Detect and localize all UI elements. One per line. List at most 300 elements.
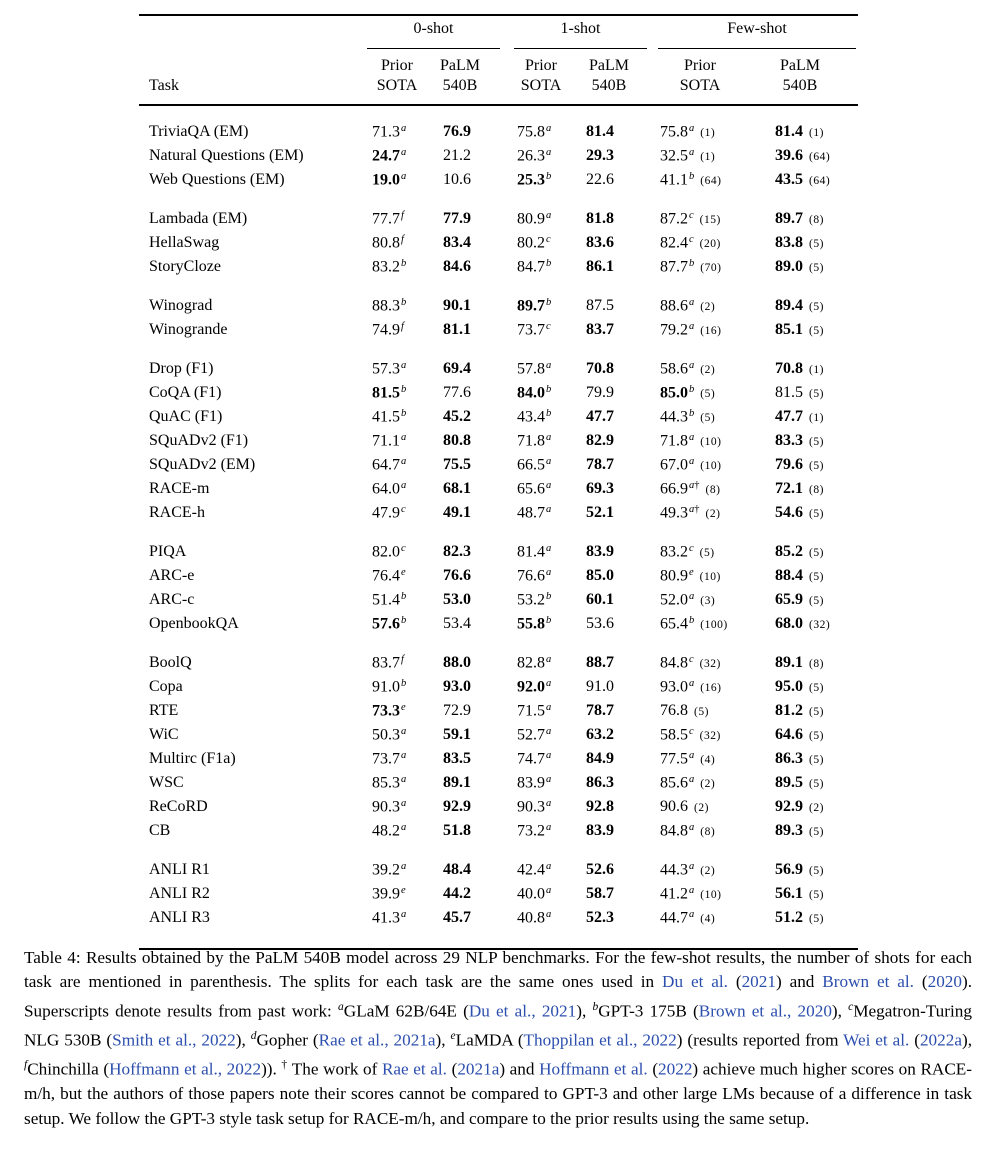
few-shot-prior-sota: 76.8 (5): [660, 701, 709, 719]
1-shot-palm-540b: 87.5: [586, 296, 614, 314]
shot-count: (5): [809, 435, 824, 448]
task-name: TriviaQA (EM): [149, 122, 249, 140]
shot-count: (5): [809, 459, 824, 472]
shot-count: (5): [700, 412, 716, 425]
task-name: Drop (F1): [149, 359, 214, 377]
citation-link[interactable]: Hoffmann et al., 2022: [109, 1059, 262, 1079]
superscript-marker: a: [338, 1000, 344, 1013]
superscript-marker: b: [546, 614, 552, 626]
table-row: [139, 477, 858, 501]
citation-link[interactable]: Rae et al.: [381, 1059, 447, 1079]
citation-link[interactable]: Brown et al.: [822, 972, 914, 992]
superscript-marker: b: [401, 614, 407, 626]
task-name: WiC: [149, 725, 179, 743]
shot-count: (5): [809, 300, 824, 313]
0-shot-prior-sota: 19.0$^a$: [372, 170, 407, 189]
shot-count: (5): [809, 387, 824, 400]
citation-link[interactable]: Wei et al.: [843, 1030, 910, 1050]
superscript-marker: a: [546, 566, 552, 578]
few-shot-prior-sota: 77.5$^a$ (4): [660, 749, 716, 768]
few-shot-palm-540b: 54.6 (5): [775, 503, 824, 521]
citation-link[interactable]: Du et al.: [662, 972, 728, 992]
0-shot-palm-540b: 44.2: [443, 884, 471, 902]
few-shot-prior-sota: 84.8$^c$ (32): [660, 653, 721, 672]
superscript-marker: b: [689, 383, 695, 395]
superscript-marker: a: [689, 146, 695, 158]
0-shot-prior-sota: 57.6$^b$: [372, 614, 407, 633]
superscript-marker: a: [546, 209, 552, 221]
task-name: WSC: [149, 773, 184, 791]
shot-count: (70): [700, 262, 722, 275]
1-shot-prior-sota: 43.4$^b$: [517, 407, 552, 426]
1-shot-palm-540b: 58.7: [586, 884, 614, 902]
shot-count: (5): [809, 825, 824, 838]
1-shot-prior-sota: 92.0$^a$: [517, 677, 552, 696]
few-shot-palm-540b: 89.4 (5): [775, 296, 824, 314]
superscript-marker: c: [689, 233, 694, 245]
0-shot-palm-540b: 76.9: [443, 122, 471, 140]
0-shot-prior-sota: 48.2$^a$: [372, 821, 407, 840]
cmidrule-few-shot: [658, 48, 856, 49]
task-name: ReCoRD: [149, 797, 208, 815]
0-shot-palm-540b: 21.2: [443, 146, 471, 164]
1-shot-palm-540b: 47.7: [586, 407, 614, 425]
0-shot-prior-sota: 82.0$^c$: [372, 542, 406, 561]
superscript-marker: a: [401, 146, 407, 158]
few-shot-prior-sota: 52.0$^a$ (3): [660, 590, 716, 609]
1-shot-palm-540b: 85.0: [586, 566, 614, 584]
shot-count: (64): [700, 175, 722, 188]
0-shot-prior-sota: 88.3$^b$: [372, 296, 407, 315]
few-shot-palm-540b: 79.6 (5): [775, 455, 824, 473]
superscript-marker: a: [689, 773, 695, 785]
citation-link[interactable]: 2021: [741, 972, 776, 992]
1-shot-prior-sota: 82.8$^a$: [517, 653, 552, 672]
few-shot-prior-sota: 93.0$^a$ (16): [660, 677, 722, 696]
citation-link[interactable]: Rae et al., 2021a: [318, 1030, 436, 1050]
superscript-marker: a: [401, 725, 407, 737]
few-shot-prior-sota: 84.8$^a$ (8): [660, 821, 716, 840]
task-name: RTE: [149, 701, 179, 719]
few-shot-palm-540b: 81.5 (5): [775, 383, 824, 401]
0-shot-prior-sota: 83.2$^b$: [372, 257, 407, 276]
1-shot-palm-540b: 52.6: [586, 860, 614, 878]
citation-link[interactable]: Brown et al., 2020: [698, 1001, 832, 1021]
few-shot-prior-sota: 58.5$^c$ (32): [660, 725, 721, 744]
1-shot-prior-sota: 65.6$^a$: [517, 479, 552, 498]
few-shot-prior-sota: 83.2$^c$ (5): [660, 542, 715, 561]
table-row: [139, 795, 858, 819]
shot-count: (2): [700, 364, 716, 377]
0-shot-palm-540b: 77.6: [443, 383, 471, 401]
superscript-marker: a: [401, 122, 407, 134]
table-row: [139, 207, 858, 231]
0-shot-palm-540b: 80.8: [443, 431, 471, 449]
task-name: CB: [149, 821, 171, 839]
table-row: [139, 168, 858, 192]
shot-count: (32): [699, 730, 721, 743]
0-shot-palm-540b: 72.9: [443, 701, 471, 719]
few-shot-prior-sota: 65.4$^b$ (100): [660, 614, 728, 633]
few-shot-palm-540b: 47.7 (1): [775, 407, 824, 425]
1-shot-prior-sota: 40.8$^a$: [517, 908, 552, 927]
0-shot-palm-540b: 92.9: [443, 797, 471, 815]
shot-count: (10): [700, 436, 722, 449]
few-shot-prior-sota: 79.2$^a$ (16): [660, 320, 722, 339]
task-group: [139, 120, 858, 192]
table-row: [139, 882, 858, 906]
superscript-marker: c: [546, 320, 551, 332]
task-name: PIQA: [149, 542, 187, 560]
superscript-marker: f: [401, 209, 404, 221]
table-row: [139, 357, 858, 381]
table-row: [139, 612, 858, 636]
few-shot-palm-540b: 85.1 (5): [775, 320, 824, 338]
1-shot-prior-sota: 74.7$^a$: [517, 749, 552, 768]
0-shot-palm-540b: 59.1: [443, 725, 471, 743]
1-shot-palm-540b: 81.4: [586, 122, 614, 140]
0-shot-prior-sota: 64.0$^a$: [372, 479, 407, 498]
superscript-marker: b: [401, 407, 407, 419]
0-shot-prior-sota: 76.4e: [372, 566, 406, 585]
task-group: [139, 858, 858, 930]
0-shot-prior-sota: 74.9$^f$: [372, 320, 404, 339]
1-shot-prior-sota: 84.7$^b$: [517, 257, 552, 276]
shot-count: (2): [700, 865, 716, 878]
few-shot-palm-540b: 70.8 (1): [775, 359, 824, 377]
few-shot-prior-sota-header: Prior SOTA: [679, 57, 721, 94]
0-shot-prior-sota: 83.7$^f$: [372, 653, 404, 672]
shot-count: (10): [700, 889, 722, 902]
task-group: [139, 651, 858, 843]
shot-count: (1): [700, 127, 716, 140]
0-shot-prior-sota: 73.7$^a$: [372, 749, 407, 768]
citation-link[interactable]: Du et al., 2021: [468, 1001, 577, 1021]
few-shot-prior-sota: 85.6$^a$ (2): [660, 773, 716, 792]
few-shot-palm-540b: 85.2 (5): [775, 542, 824, 560]
superscript-marker: a: [689, 590, 695, 602]
shot-count: (5): [809, 681, 824, 694]
superscript-marker: c: [401, 503, 406, 515]
superscript-marker: c: [848, 1000, 854, 1013]
superscript-marker: f: [401, 320, 404, 332]
table-row: [139, 294, 858, 318]
shot-count: (1): [809, 126, 824, 139]
citation-link[interactable]: 2020: [927, 972, 962, 992]
superscript-marker: a: [689, 677, 695, 689]
0-shot-palm-540b: 76.6: [443, 566, 471, 584]
shot-count: (1): [700, 151, 716, 164]
1-shot-prior-sota: 42.4$^a$: [517, 860, 552, 879]
1-shot-palm-540b: 53.6: [586, 614, 614, 632]
superscript-marker: b: [546, 407, 552, 419]
0-shot-prior-sota: 90.3$^a$: [372, 797, 407, 816]
0-shot-prior-sota: 47.9$^c$: [372, 503, 406, 522]
1-shot-prior-sota: 90.3$^a$: [517, 797, 552, 816]
0-shot-prior-sota: 41.5$^b$: [372, 407, 407, 426]
0-shot-palm-540b: 77.9: [443, 209, 471, 227]
few-shot-prior-sota: 44.3$^b$ (5): [660, 407, 716, 426]
superscript-marker: a: [689, 908, 695, 920]
table-row: [139, 318, 858, 342]
few-shot-prior-sota: 67.0$^a$ (10): [660, 455, 722, 474]
1-shot-palm-540b: 84.9: [586, 749, 614, 767]
superscript-marker: a: [546, 122, 552, 134]
0-shot-prior-sota: 77.7$^f$: [372, 209, 404, 228]
1-shot-prior-sota: 71.5$^a$: [517, 701, 552, 720]
task-name: RACE-h: [149, 503, 205, 521]
task-name: Natural Questions (EM): [149, 146, 304, 164]
1-shot-palm-540b: 83.7: [586, 320, 614, 338]
few-shot-palm-540b: 83.8 (5): [775, 233, 824, 251]
few-shot-prior-sota: 85.0$^b$ (5): [660, 383, 716, 402]
1-shot-palm-540b: 52.1: [586, 503, 614, 521]
superscript-marker: b: [401, 677, 407, 689]
task-name: HellaSwag: [149, 233, 220, 251]
0-shot-palm-540b: 89.1: [443, 773, 471, 791]
shot-count: (2): [809, 801, 824, 814]
superscript-marker: c: [401, 542, 406, 554]
superscript-marker: a: [689, 296, 695, 308]
0-shot-prior-sota: 85.3$^a$: [372, 773, 407, 792]
superscript-marker: b: [546, 170, 552, 182]
shot-count: (100): [700, 619, 728, 632]
superscript-marker: b: [401, 257, 407, 269]
superscript-marker: e: [401, 701, 406, 713]
table-caption: Table 4: Results obtained by the PaLM 540B model across 29 NLP benchmarks. For the few-shot results, the number of shots for each task are mentioned in parenthesis. The splits for each task are the same ones used in Du et al. (2021) and Brown et al. (2020). Superscripts denote results from past work: $^a$GLaM 62B/64E (Du et al., 2021), $^b$GPT-3 175B (Brown et al., 2020), $^c$Megatron-Turing NLG 530B (Smith et al., 2022), $^d$Gopher (Rae et al., 2021a), $^e$LaMDA (Thoppilan et al., 2022) (results reported from Wei et al. (2022a), $^f$Chinchilla (Hoffmann et al., 2022)). † The work of Rae et al. (2021a) and Hoffmann et al. (2022) achieve much higher scores on RACE-m/h, but the authors of those papers note their scores cannot be compared to GPT-3 and other large LMs because of a difference in task setup. We follow the GPT-3 style task setup for RACE-m/h, and compare to the prior results using the same setup.: [24, 948, 973, 1128]
shot-count: (8): [809, 213, 824, 226]
table-row: [139, 564, 858, 588]
task-name: Winograd: [149, 296, 213, 314]
few-shot-prior-sota: 71.8$^a$ (10): [660, 431, 722, 450]
1-shot-prior-sota: 80.9$^a$: [517, 209, 552, 228]
1-shot-prior-sota: 83.9$^a$: [517, 773, 552, 792]
1-shot-palm-540b: 70.8: [586, 359, 614, 377]
superscript-marker: a: [546, 701, 552, 713]
citation-link[interactable]: 2022: [658, 1059, 693, 1079]
0-shot-palm-540b: 68.1: [443, 479, 471, 497]
task-name: ANLI R2: [149, 884, 210, 902]
0-shot-palm-540b: 69.4: [443, 359, 471, 377]
0-shot-palm-540b: 45.2: [443, 407, 471, 425]
0-shot-prior-sota: 73.3e: [372, 701, 406, 720]
table-body: [139, 106, 858, 948]
0-shot-prior-sota: 91.0$^b$: [372, 677, 407, 696]
col-group-0-shot: 0-shot: [413, 20, 454, 37]
0-shot-palm-540b: 53.4: [443, 614, 471, 632]
table-row: [139, 540, 858, 564]
superscript-marker: b: [401, 296, 407, 308]
shot-count: (5): [809, 594, 824, 607]
table-row: [139, 231, 858, 255]
superscript-marker: a: [401, 431, 407, 443]
few-shot-palm-540b: 68.0 (32): [775, 614, 831, 632]
superscript-marker: a: [546, 884, 552, 896]
table-row: [139, 747, 858, 771]
task-name: Copa: [149, 677, 183, 695]
task-name: ARC-c: [149, 590, 195, 608]
1-shot-palm-540b: 63.2: [586, 725, 614, 743]
table-row: [139, 723, 858, 747]
superscript-marker: b: [592, 1000, 599, 1013]
superscript-marker: a: [401, 170, 407, 182]
superscript-marker: a: [689, 860, 695, 872]
shot-count: (5): [694, 705, 709, 718]
1-shot-palm-540b: 83.6: [586, 233, 614, 251]
few-shot-palm-540b: 92.9 (2): [775, 797, 824, 815]
few-shot-palm-540b: 83.3 (5): [775, 431, 824, 449]
superscript-marker: f: [401, 233, 404, 245]
1-shot-prior-sota: 52.7$^a$: [517, 725, 552, 744]
table-row: [139, 255, 858, 279]
table-row: [139, 819, 858, 843]
few-shot-prior-sota: 90.6 (2): [660, 797, 709, 815]
shot-count: (20): [699, 238, 721, 251]
0-shot-palm-540b: 48.4: [443, 860, 471, 878]
few-shot-prior-sota: 75.8$^a$ (1): [660, 122, 716, 141]
1-shot-prior-sota: 25.3$^b$: [517, 170, 552, 189]
citation-link[interactable]: 2022a: [919, 1030, 962, 1050]
1-shot-palm-540b: 79.9: [586, 383, 614, 401]
superscript-marker: a: [546, 431, 552, 443]
1-shot-prior-sota: 55.8$^b$: [517, 614, 552, 633]
superscript-marker: a: [546, 542, 552, 554]
0-shot-palm-540b: 75.5: [443, 455, 471, 473]
few-shot-palm-540b: 89.3 (5): [775, 821, 824, 839]
1-shot-prior-sota: 66.5$^a$: [517, 455, 552, 474]
superscript-marker: f: [401, 653, 404, 665]
superscript-marker: a†: [689, 503, 700, 515]
superscript-marker: a: [546, 653, 552, 665]
1-shot-prior-sota: 81.4$^a$: [517, 542, 552, 561]
few-shot-prior-sota: 80.9e (10): [660, 566, 721, 585]
table-row: [139, 906, 858, 930]
1-shot-palm-header: PaLM 540B: [589, 57, 629, 94]
few-shot-palm-540b: 65.9 (5): [775, 590, 824, 608]
task-name: QuAC (F1): [149, 407, 223, 425]
shot-count: (5): [809, 753, 824, 766]
task-name: SQuADv2 (F1): [149, 431, 249, 449]
0-shot-palm-540b: 45.7: [443, 908, 471, 926]
task-name: OpenbookQA: [149, 614, 239, 632]
superscript-marker: a: [546, 455, 552, 467]
superscript-marker: c: [546, 233, 551, 245]
shot-count: (5): [809, 888, 824, 901]
few-shot-palm-540b: 86.3 (5): [775, 749, 824, 767]
few-shot-palm-540b: 56.9 (5): [775, 860, 824, 878]
0-shot-palm-540b: 88.0: [443, 653, 471, 671]
shot-count: (8): [809, 657, 824, 670]
0-shot-prior-sota: 81.5$^b$: [372, 383, 407, 402]
task-group: [139, 294, 858, 342]
superscript-marker: c: [689, 725, 694, 737]
shot-count: (5): [809, 237, 824, 250]
citation-link[interactable]: Hoffmann et al.: [539, 1059, 648, 1079]
shot-count: (16): [700, 325, 722, 338]
shot-count: (3): [700, 595, 716, 608]
superscript-marker: a: [689, 455, 695, 467]
few-shot-palm-540b: 56.1 (5): [775, 884, 824, 902]
superscript-marker: a: [546, 503, 552, 515]
0-shot-palm-540b: 84.6: [443, 257, 471, 275]
1-shot-palm-540b: 60.1: [586, 590, 614, 608]
citation-link[interactable]: Thoppilan et al., 2022: [523, 1030, 677, 1050]
few-shot-palm-540b: 89.5 (5): [775, 773, 824, 791]
0-shot-prior-sota: 71.3$^a$: [372, 122, 407, 141]
shot-count: (15): [699, 214, 721, 227]
1-shot-prior-sota: 75.8$^a$: [517, 122, 552, 141]
superscript-marker: a: [401, 749, 407, 761]
superscript-marker: a: [689, 359, 695, 371]
few-shot-palm-header: PaLM 540B: [780, 57, 820, 94]
superscript-marker: e: [450, 1029, 456, 1042]
superscript-marker: b: [689, 257, 695, 269]
1-shot-palm-540b: 83.9: [586, 542, 614, 560]
superscript-marker: c: [689, 209, 694, 221]
table-row: [139, 405, 858, 429]
0-shot-palm-540b: 10.6: [443, 170, 471, 188]
0-shot-prior-sota: 57.3$^a$: [372, 359, 407, 378]
0-shot-palm-header: PaLM 540B: [440, 57, 480, 94]
task-name: ARC-e: [149, 566, 195, 584]
shot-count: (5): [809, 729, 824, 742]
superscript-marker: b: [689, 614, 695, 626]
few-shot-palm-540b: 89.1 (8): [775, 653, 824, 671]
shot-count: (5): [809, 777, 824, 790]
0-shot-prior-sota: 24.7$^a$: [372, 146, 407, 165]
shot-count: (5): [809, 912, 824, 925]
citation-link[interactable]: Smith et al., 2022: [112, 1030, 236, 1050]
few-shot-prior-sota: 58.6$^a$ (2): [660, 359, 716, 378]
task-group: [139, 207, 858, 279]
superscript-marker: a: [401, 908, 407, 920]
0-shot-prior-sota: 39.9e: [372, 884, 406, 903]
superscript-marker: a: [401, 479, 407, 491]
shot-count: (4): [700, 913, 716, 926]
1-shot-palm-540b: 29.3: [586, 146, 614, 164]
table-row: [139, 858, 858, 882]
cmidrule-1-shot: [514, 48, 647, 49]
shot-count: (32): [699, 658, 721, 671]
few-shot-palm-540b: 72.1 (8): [775, 479, 824, 497]
shot-count: (1): [809, 411, 824, 424]
shot-count: (8): [809, 483, 824, 496]
shot-count: (5): [809, 570, 824, 583]
superscript-marker: a: [689, 749, 695, 761]
0-shot-prior-sota-header: Prior SOTA: [376, 57, 418, 94]
0-shot-palm-540b: 82.3: [443, 542, 471, 560]
1-shot-palm-540b: 83.9: [586, 821, 614, 839]
citation-link[interactable]: 2021a: [457, 1059, 500, 1079]
superscript-marker: a: [546, 821, 552, 833]
shot-count: (2): [700, 301, 716, 314]
1-shot-prior-sota: 26.3$^a$: [517, 146, 552, 165]
superscript-marker: a: [546, 479, 552, 491]
table-row: [139, 699, 858, 723]
shot-count: (2): [705, 508, 721, 521]
1-shot-prior-sota: 89.7$^b$: [517, 296, 552, 315]
shot-count: (5): [699, 547, 715, 560]
0-shot-palm-540b: 93.0: [443, 677, 471, 695]
1-shot-palm-540b: 91.0: [586, 677, 614, 695]
task-name: SQuADv2 (EM): [149, 455, 256, 473]
0-shot-palm-540b: 53.0: [443, 590, 471, 608]
table-row: [139, 120, 858, 144]
task-name: ANLI R3: [149, 908, 210, 926]
few-shot-palm-540b: 81.4 (1): [775, 122, 824, 140]
task-name: Multirc (F1a): [149, 749, 236, 767]
few-shot-prior-sota: $49.3^{a\dagger}$ (2): [660, 503, 721, 522]
